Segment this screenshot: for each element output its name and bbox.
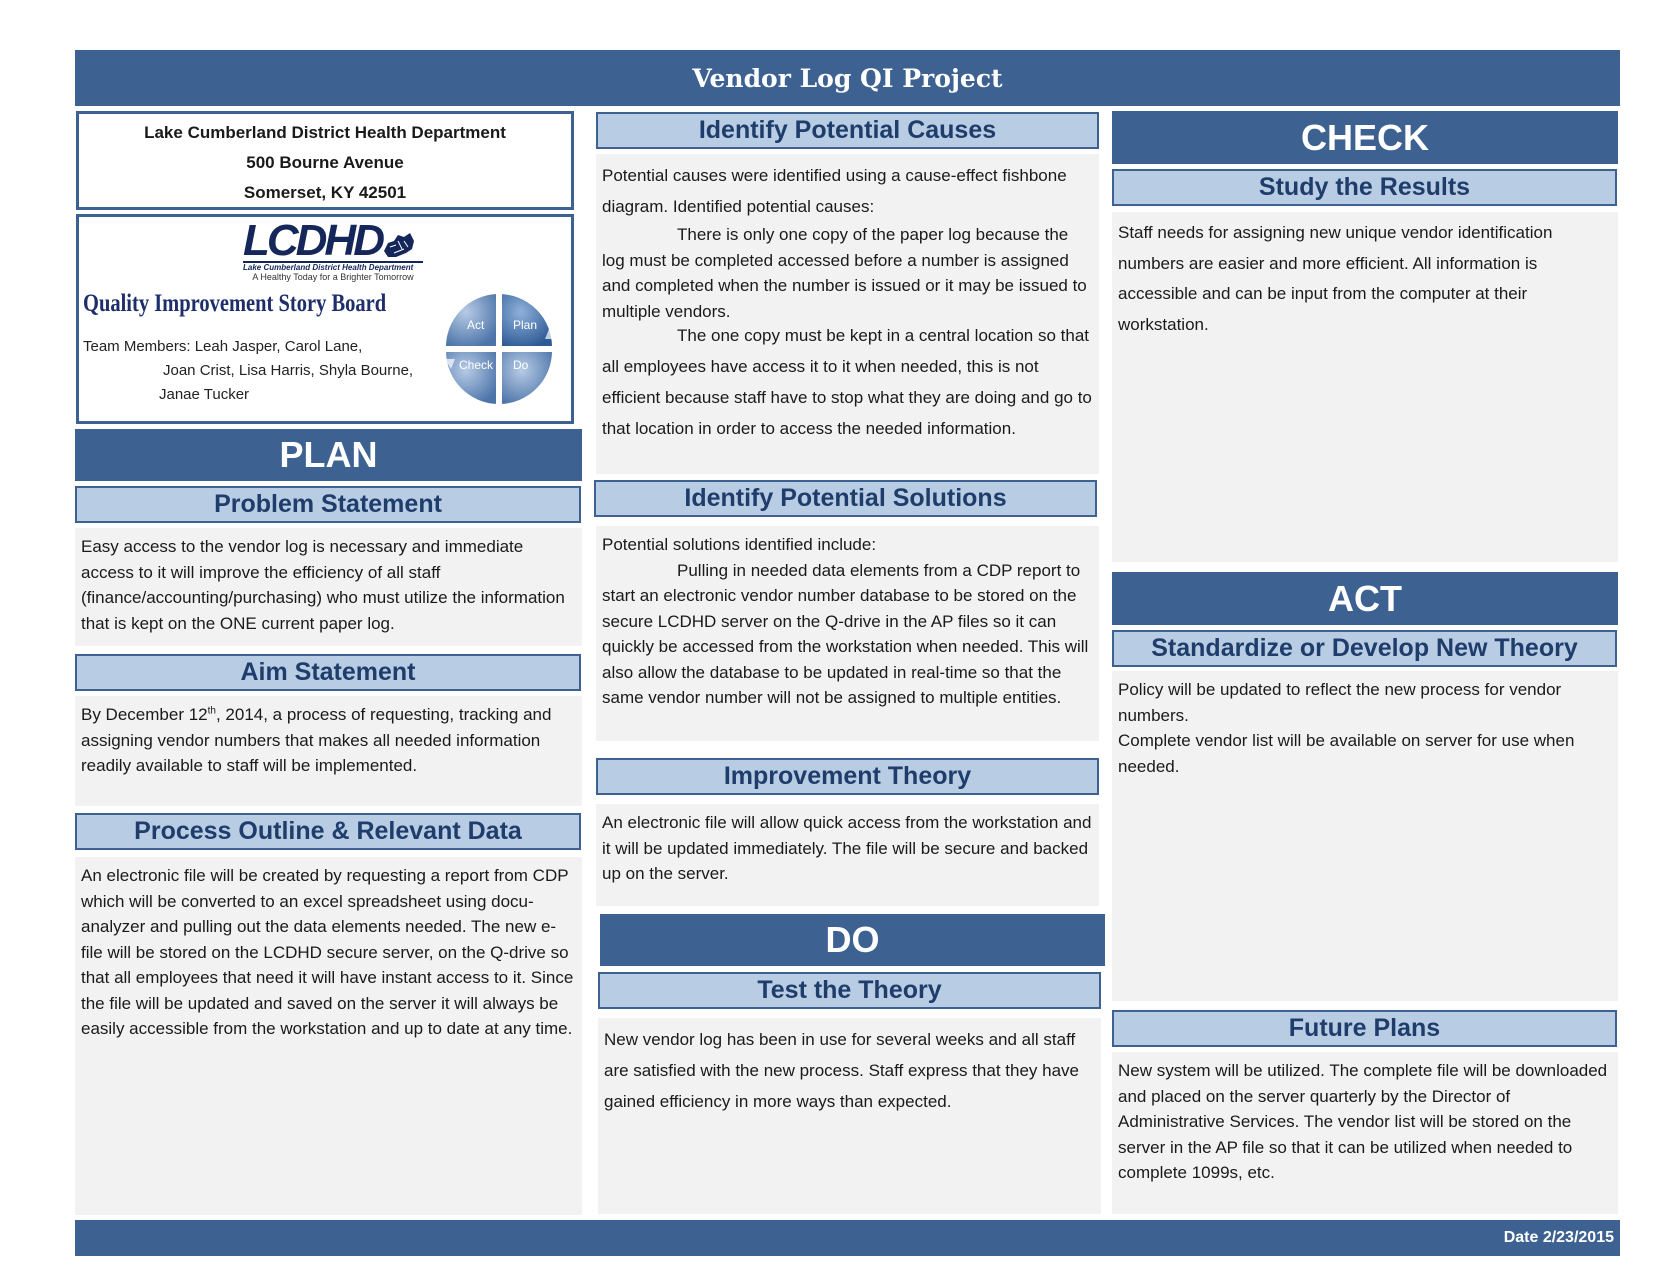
cycle-do-label: Do	[513, 358, 529, 372]
do-banner	[600, 914, 1105, 966]
do-title: DO	[825, 919, 880, 960]
aim-statement-panel	[75, 696, 582, 806]
test-theory-heading	[598, 972, 1101, 1009]
potential-causes-p2: The one copy must be kept in a central location so that all employees have access it to it when needed, this is not efficient because staff have to stop what they are doing and go to that location in order to access the needed information.	[602, 326, 1092, 438]
standardize-panel	[1112, 671, 1618, 1001]
kentucky-map-icon	[382, 231, 416, 261]
study-results-heading	[1112, 169, 1617, 206]
potential-solutions-heading-text: Identify Potential Solutions	[684, 484, 1007, 512]
study-results-heading-text: Study the Results	[1258, 173, 1471, 201]
process-outline-panel	[75, 857, 582, 1215]
cycle-plan-label: Plan	[513, 318, 538, 332]
improvement-theory-text: An electronic file will allow quick access from the workstation and it will be updated immediately. The file will be secure and backed up on the server.	[602, 813, 1092, 883]
org-street: 500 Bourne Avenue	[246, 153, 404, 172]
test-theory-heading-text: Test the Theory	[757, 976, 942, 1004]
potential-causes-intro: Potential causes were identified using a cause-effect fishbone diagram. Identified potential causes:	[602, 166, 1067, 216]
improvement-theory-heading	[596, 758, 1099, 795]
study-results-text: Staff needs for assigning new unique vendor identification numbers are easier and more efficient. All information is accessible and can be input from the computer at their workstation.	[1118, 223, 1553, 334]
test-theory-text: New vendor log has been in use for several weeks and all staff are satisfied with the new process. Staff express that they have gained efficiency in more ways than expected.	[604, 1030, 1079, 1111]
team-line-3: Janae Tucker	[159, 386, 250, 403]
org-city: Somerset, KY 42501	[243, 183, 407, 202]
standardize-line-2: Complete vendor list will be available on server for use when needed.	[1118, 731, 1575, 776]
org-name: Lake Cumberland District Health Department	[144, 123, 506, 142]
check-title: CHECK	[1300, 116, 1429, 158]
plan-banner	[75, 429, 582, 481]
potential-solutions-intro: Potential solutions identified include:	[602, 535, 877, 554]
cycle-check-label: Check	[459, 358, 494, 372]
lcdhd-subtitle: Lake Cumberland District Health Department	[243, 261, 423, 272]
lcdhd-wordmark: LCDHD	[243, 216, 382, 265]
page-title-text: Vendor Log QI Project	[692, 63, 1003, 93]
check-banner	[1112, 111, 1618, 164]
improvement-theory-panel	[596, 804, 1099, 906]
pdca-cycle-diagram	[441, 289, 559, 413]
footer-bar	[75, 1220, 1620, 1256]
cycle-act-label: Act	[467, 318, 485, 332]
study-results-panel	[1112, 212, 1618, 562]
future-plans-heading	[1112, 1010, 1617, 1047]
team-line-1: Team Members: Leah Jasper, Carol Lane,	[83, 338, 363, 355]
potential-causes-heading-text: Identify Potential Causes	[698, 116, 997, 144]
future-plans-text: New system will be utilized. The complete file will be downloaded and placed on the server quarterly by the Director of Administrative Services. The vendor list will be stored on the server in the AP file so that it can be utilized when needed to complete 1099s, etc.	[1118, 1061, 1608, 1182]
problem-statement-heading-text: Problem Statement	[214, 490, 442, 518]
address-box	[76, 111, 574, 210]
standardize-line-1: Policy will be updated to reflect the new process for vendor numbers.	[1118, 680, 1562, 725]
potential-solutions-heading	[594, 480, 1097, 517]
team-line-2: Joan Crist, Lisa Harris, Shyla Bourne,	[163, 362, 414, 379]
future-plans-heading-text: Future Plans	[1288, 1014, 1441, 1042]
standardize-heading	[1112, 630, 1617, 667]
problem-statement-heading	[75, 486, 581, 523]
lcdhd-tagline: A Healthy Today for a Brighter Tomorrow	[252, 272, 414, 282]
process-outline-heading-text: Process Outline & Relevant Data	[134, 817, 522, 845]
potential-solutions-p1: Pulling in needed data elements from a CDP report to start an electronic vendor number database to be stored on the secure LCDHD server on the Q-drive in the AP files so it can quickly be accessed from the workstation when needed. This will also allow the database to be updated in real-time so that the same vendor number will not be assigned to multiple entities.	[602, 560, 1089, 707]
problem-statement-text: Easy access to the vendor log is necessary and immediate access to it will improve the efficiency of all staff (finance/accounting/purchasing) who must utilize the information that is kept on the ONE current paper log.	[81, 537, 565, 633]
future-plans-panel	[1112, 1052, 1618, 1214]
potential-causes-heading	[596, 112, 1099, 149]
aim-statement-heading	[75, 654, 581, 691]
standardize-heading-text: Standardize or Develop New Theory	[1151, 634, 1578, 662]
process-outline-heading	[75, 813, 581, 850]
footer-date: Date 2/23/2015	[1503, 1229, 1614, 1246]
improvement-theory-heading-text: Improvement Theory	[723, 762, 972, 790]
logo-box	[76, 214, 574, 424]
plan-title: PLAN	[279, 434, 378, 475]
problem-statement-panel	[75, 528, 582, 646]
lcdhd-logo	[243, 216, 423, 282]
act-banner	[1112, 572, 1618, 625]
test-theory-panel	[598, 1018, 1101, 1214]
aim-statement-text: By December 12th, 2014, a process of requesting, tracking and assigning vendor numbers that makes all needed information readily available to staff will be implemented.	[81, 705, 552, 775]
potential-causes-panel	[596, 154, 1099, 474]
page-title	[75, 50, 1620, 106]
story-board-title: Quality Improvement Story Board	[83, 290, 387, 317]
act-title: ACT	[1328, 577, 1402, 619]
potential-causes-p1: There is only one copy of the paper log because the log must be completed accessed before a number is assigned and completed when the number is issued or it may be issued to multiple vendors.	[602, 225, 1087, 321]
potential-solutions-panel	[596, 526, 1099, 741]
aim-statement-heading-text: Aim Statement	[240, 658, 416, 686]
process-outline-text: An electronic file will be created by requesting a report from CDP which will be converted to an excel spreadsheet using docu-analyzer and pulling out the data elements needed. The new e-file will be stored on the LCDHD secure server, on the Q-drive so that all employees that need it will have instant access to it. Since the file will be updated and saved on the server it will always be easily accessible from the workstation and up to date at any time.	[81, 866, 574, 1038]
